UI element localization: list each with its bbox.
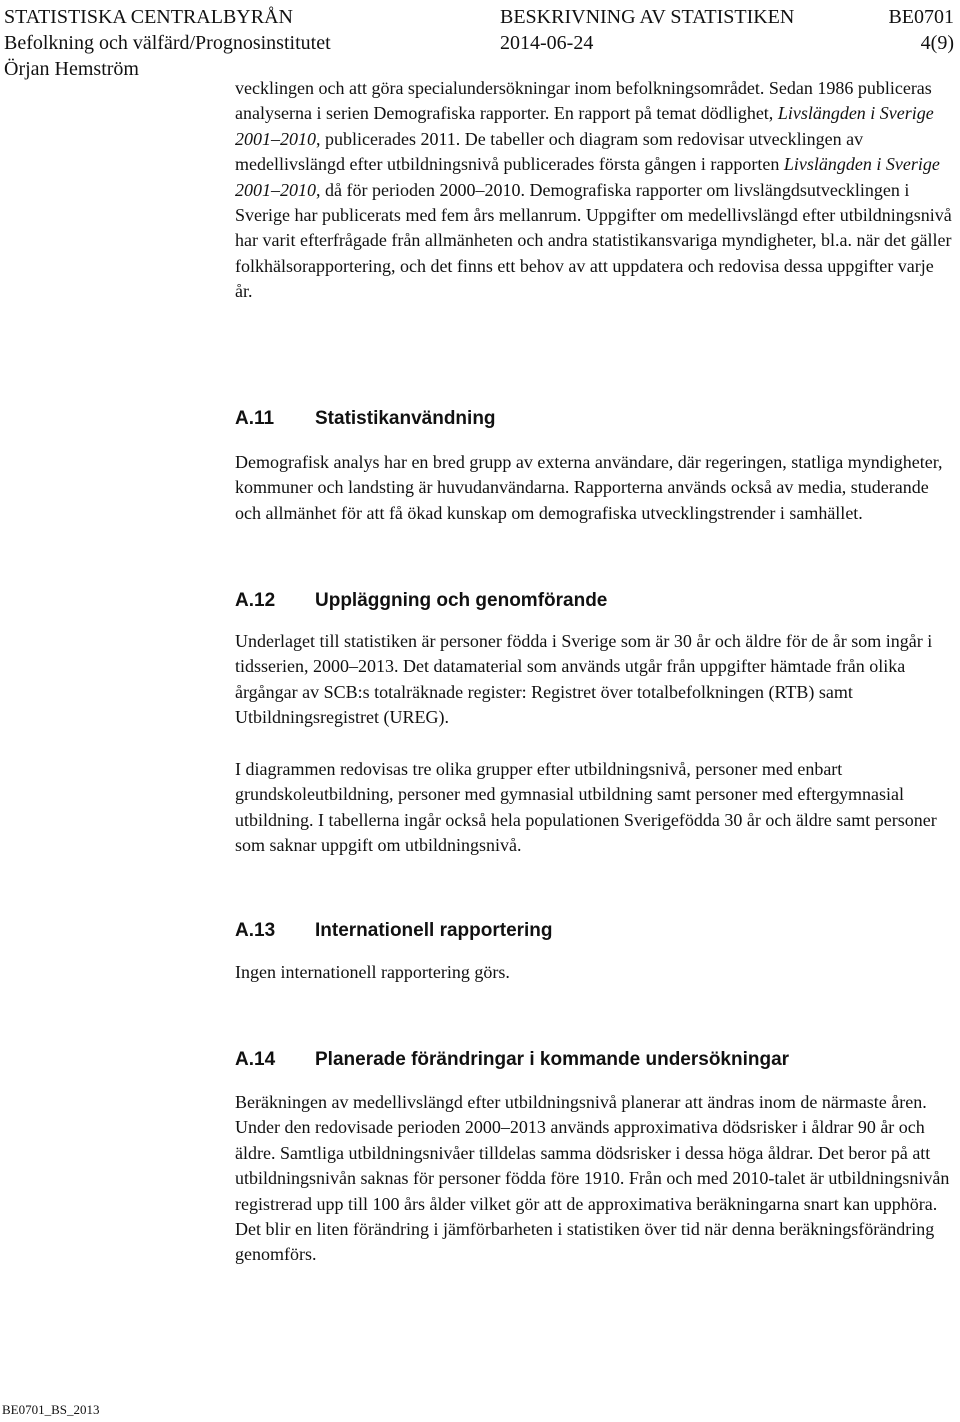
intro-paragraph: vecklingen och att göra specialundersökningar inom befolkningsområdet. Sedan 1986 publiceras analyserna i serien Demografiska rapporter. En rapport på temat dödlighet, Livslängden i Sverige 2001–2010, publicerades 2011. De tabeller och diagram som redovisar utvecklingen av medellivslängd efter utbildningsnivå publicerades första gången i rapporten Livslängden i Sverige 2001–2010, då för perioden 2000–2010. Demografiska rapporter om livslängdsutvecklingen i Sverige har publicerats med fem års mellanrum. Uppgifter om medellivslängd efter utbildningsnivå har varit efterfrågade från allmänheten och andra statistikansvariga myndigheter, bl.a. när det gäller folkhälsorapportering, och det finns ett behov av att uppdatera och redovisa dessa uppgifter varje år. bbox=[235, 78, 952, 302]
section-body-a11 bbox=[235, 450, 953, 526]
document-date: 2014-06-24 bbox=[500, 32, 594, 54]
section-heading-a14: A.14 Planerade förändringar i kommande undersökningar bbox=[235, 1049, 790, 1070]
section-body-a14 bbox=[235, 1090, 953, 1268]
document-type: BESKRIVNING AV STATISTIKEN bbox=[500, 6, 795, 28]
intro-block bbox=[235, 76, 953, 305]
section-body-a12-2 bbox=[235, 757, 953, 859]
document-code: BE0701 bbox=[888, 6, 954, 28]
report-title: Livslängden i Sverige 2001–2010 bbox=[235, 103, 934, 149]
header-left bbox=[4, 4, 331, 82]
section-body-a13 bbox=[235, 960, 953, 985]
section-body-a12 bbox=[235, 629, 953, 731]
section-heading-a11: A.11 Statistikanvändning bbox=[235, 408, 496, 429]
department: Befolkning och välfärd/Prognosinstitutet bbox=[4, 32, 331, 54]
org-name: STATISTISKA CENTRALBYRÅN bbox=[4, 6, 293, 28]
author: Örjan Hemström bbox=[4, 58, 139, 80]
page-number: 4(9) bbox=[920, 32, 954, 54]
section-paragraph: I diagrammen redovisas tre olika grupper efter utbildningsnivå, personer med enbart grundskoleutbildning, personer med gymnasial utbildning samt personer med eftergymnasial utbildning. I tabellerna ingår också hela populationen Sverigefödda 30 år och äldre samt personer som saknar uppgift om utbildningsnivå. bbox=[235, 759, 937, 856]
section-heading-a12: A.12 Uppläggning och genomförande bbox=[235, 590, 608, 611]
report-title: Livslängden i Sverige 2001–2010 bbox=[235, 154, 940, 200]
section-paragraph: Ingen internationell rapportering görs. bbox=[235, 962, 510, 982]
footer-doc-id: BE0701_BS_2013 bbox=[2, 1402, 100, 1417]
header-right bbox=[888, 4, 954, 56]
header-middle bbox=[500, 4, 794, 56]
section-heading-a13: A.13 Internationell rapportering bbox=[235, 920, 553, 941]
section-paragraph: Beräkningen av medellivslängd efter utbildningsnivå planerar att ändras inom de närmaste åren. Under den redovisade perioden 2000–2013 används approximativa dödsrisker i åldrar 90 år och äldre. Samtliga utbildningsnivåer tilldelas samma dödsrisker i dessa höga åldrar. Det beror på att utbildningsnivån saknas för personer födda före 1910. Från och med 2010-talet är utbildningsnivån registrerad upp till 100 års ålder vilket gör att de approximativa beräkningarna snart kan upphöra. Det blir en liten förändring i jämförbarheten i statistiken över tid när denna beräkningsförändring genomförs. bbox=[235, 1092, 950, 1265]
section-paragraph: Underlaget till statistiken är personer födda i Sverige som är 30 år och äldre för de år som ingår i tidsserien, 2000–2013. Det datamaterial som används utgår från uppgifter hämtade från olika årgångar av SCB:s totalräknade register: Registret över totalbefolkningen (RTB) samt Utbildningsregistret (UREG). bbox=[235, 631, 933, 728]
section-paragraph: Demografisk analys har en bred grupp av externa användare, där regeringen, statliga myndigheter, kommuner och landsting är huvudanvändarna. Rapporterna används också av media, studerande och allmänhet för att få ökad kunskap om demografiska utvecklingstrender i samhället. bbox=[235, 452, 943, 523]
